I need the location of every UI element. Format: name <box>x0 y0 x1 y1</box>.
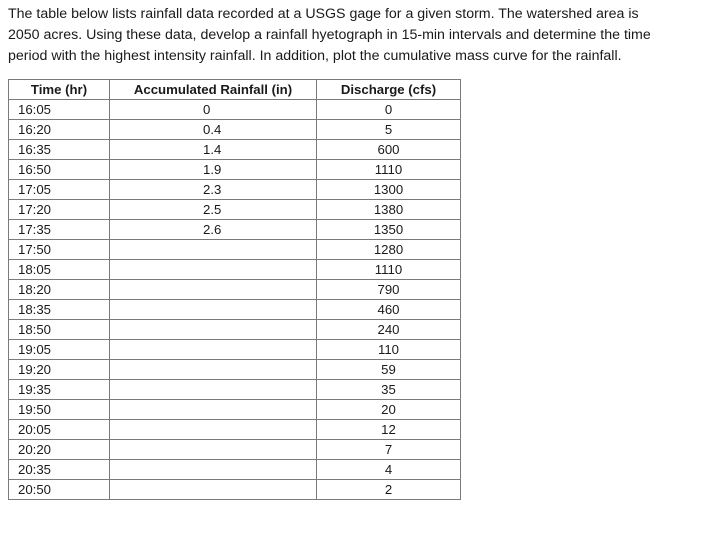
cell-accumulated-rainfall: 2.3 <box>110 180 317 200</box>
cell-discharge: 7 <box>317 440 461 460</box>
cell-accumulated-rainfall <box>110 480 317 500</box>
table-row <box>9 120 461 140</box>
cell-time: 19:50 <box>9 400 110 420</box>
table-row <box>9 360 461 380</box>
cell-time: 18:35 <box>9 300 110 320</box>
cell-discharge: 460 <box>317 300 461 320</box>
cell-accumulated-rainfall <box>110 420 317 440</box>
table-row <box>9 340 461 360</box>
cell-discharge: 1350 <box>317 220 461 240</box>
cell-discharge: 5 <box>317 120 461 140</box>
table-row <box>9 420 461 440</box>
cell-time: 16:05 <box>9 100 110 120</box>
cell-discharge: 35 <box>317 380 461 400</box>
cell-time: 17:35 <box>9 220 110 240</box>
cell-accumulated-rainfall: 0.4 <box>110 120 317 140</box>
table-row <box>9 300 461 320</box>
cell-discharge: 1110 <box>317 160 461 180</box>
header-accumulated-rainfall: Accumulated Rainfall (in) <box>110 80 317 100</box>
cell-time: 20:35 <box>9 460 110 480</box>
table-row <box>9 400 461 420</box>
table-row <box>9 180 461 200</box>
cell-time: 18:50 <box>9 320 110 340</box>
cell-accumulated-rainfall <box>110 340 317 360</box>
cell-time: 18:05 <box>9 260 110 280</box>
cell-time: 20:20 <box>9 440 110 460</box>
cell-discharge: 240 <box>317 320 461 340</box>
cell-accumulated-rainfall: 0 <box>110 100 317 120</box>
cell-time: 20:50 <box>9 480 110 500</box>
cell-accumulated-rainfall: 2.6 <box>110 220 317 240</box>
table-row <box>9 320 461 340</box>
cell-discharge: 20 <box>317 400 461 420</box>
cell-accumulated-rainfall <box>110 400 317 420</box>
cell-discharge: 2 <box>317 480 461 500</box>
table-row <box>9 460 461 480</box>
cell-discharge: 110 <box>317 340 461 360</box>
cell-discharge: 1380 <box>317 200 461 220</box>
header-discharge: Discharge (cfs) <box>317 80 461 100</box>
table-row <box>9 240 461 260</box>
cell-accumulated-rainfall <box>110 280 317 300</box>
cell-time: 19:20 <box>9 360 110 380</box>
table-row <box>9 280 461 300</box>
table-row <box>9 140 461 160</box>
cell-discharge: 4 <box>317 460 461 480</box>
cell-discharge: 12 <box>317 420 461 440</box>
cell-time: 17:50 <box>9 240 110 260</box>
cell-time: 17:20 <box>9 200 110 220</box>
cell-accumulated-rainfall <box>110 380 317 400</box>
cell-discharge: 790 <box>317 280 461 300</box>
rainfall-table <box>8 79 461 500</box>
cell-accumulated-rainfall <box>110 300 317 320</box>
cell-discharge: 0 <box>317 100 461 120</box>
cell-accumulated-rainfall: 1.9 <box>110 160 317 180</box>
cell-accumulated-rainfall: 1.4 <box>110 140 317 160</box>
table-row <box>9 160 461 180</box>
cell-accumulated-rainfall <box>110 460 317 480</box>
cell-time: 16:50 <box>9 160 110 180</box>
problem-line: period with the highest intensity rainfall. In addition, plot the cumulative mass curve for the rainfall. <box>8 48 622 64</box>
problem-line: The table below lists rainfall data recorded at a USGS gage for a given storm. The watershed area is <box>8 6 639 22</box>
table-body <box>9 100 461 500</box>
cell-time: 20:05 <box>9 420 110 440</box>
cell-time: 17:05 <box>9 180 110 200</box>
cell-accumulated-rainfall <box>110 320 317 340</box>
cell-accumulated-rainfall <box>110 360 317 380</box>
cell-time: 19:05 <box>9 340 110 360</box>
cell-time: 18:20 <box>9 280 110 300</box>
cell-accumulated-rainfall <box>110 440 317 460</box>
table-row <box>9 440 461 460</box>
table-row <box>9 100 461 120</box>
table-row <box>9 260 461 280</box>
cell-time: 16:35 <box>9 140 110 160</box>
table-row <box>9 480 461 500</box>
cell-discharge: 1300 <box>317 180 461 200</box>
table-row <box>9 380 461 400</box>
cell-discharge: 59 <box>317 360 461 380</box>
header-time: Time (hr) <box>9 80 110 100</box>
problem-line: 2050 acres. Using these data, develop a rainfall hyetograph in 15-min intervals and determine the time <box>8 27 651 43</box>
problem-statement <box>8 4 708 67</box>
cell-accumulated-rainfall: 2.5 <box>110 200 317 220</box>
table-row <box>9 220 461 240</box>
cell-discharge: 1280 <box>317 240 461 260</box>
cell-time: 19:35 <box>9 380 110 400</box>
cell-accumulated-rainfall <box>110 240 317 260</box>
table-row <box>9 200 461 220</box>
cell-discharge: 600 <box>317 140 461 160</box>
cell-accumulated-rainfall <box>110 260 317 280</box>
cell-discharge: 1110 <box>317 260 461 280</box>
cell-time: 16:20 <box>9 120 110 140</box>
table-header-row <box>9 80 461 100</box>
